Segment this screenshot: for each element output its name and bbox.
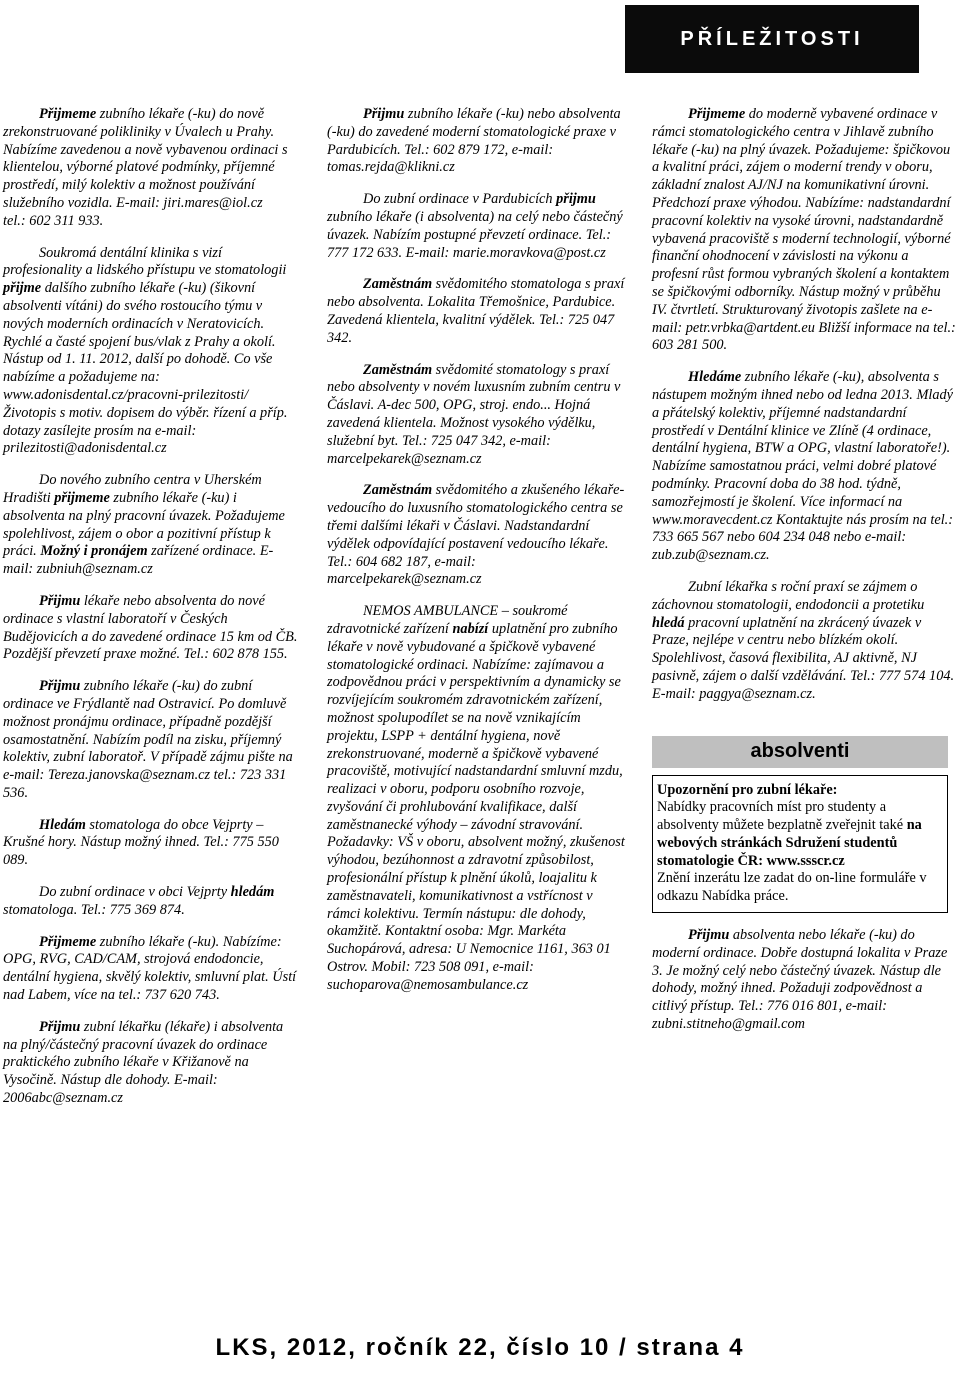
- ad-keyword: přijmeme: [54, 489, 110, 506]
- ad-text: zubního lékaře (-ku) i absolventa na plný pracovní úvazek. Požadujeme spolehlivost, zájem o obor a pozitivní přístup k práci.: [3, 489, 285, 560]
- ad-text: pracovní uplatnění na zkrácený úvazek v Praze, nejlépe v centru nebo blízkém okolí. Spolehlivost, časová flexibilita, AJ aktivně, NJ pasivně, zájem o další vzdělávání. Tel.: 777 574 104. E-mail: paggya@seznam.cz.: [652, 614, 955, 702]
- classified-ad: [327, 362, 629, 469]
- classified-ad: [3, 593, 301, 664]
- ad-text: NEMOS AMBULANCE – soukromé zdravotnické zařízení: [327, 603, 568, 637]
- notice-heading: Upozornění pro zubní lékaře:: [657, 781, 838, 798]
- ad-lead: Hledám: [39, 816, 86, 833]
- classified-ad: [3, 884, 301, 920]
- notice-text: Nabídky pracovních míst pro studenty a absolventy můžete bezplatně zveřejnit také: [657, 799, 907, 834]
- classified-ad: [327, 191, 629, 262]
- section-header: [625, 5, 919, 73]
- ad-keyword: přijme: [3, 280, 42, 297]
- classified-ad: [327, 106, 629, 177]
- ad-lead: Zaměstnám: [363, 361, 433, 378]
- ad-text: dalšího zubního lékaře (-ku) (šikovní absolventi vítáni) do svého rostoucího týmu v nových moderních ordinacích v Neratovicích. Rychlé a časté spojení bus/vlak z Prahy a okolí. Nástup od 1. 11. 2012, další po dohodě. Co vše nabízíme a požadujeme na: www.adonisdental.cz/pracovni-prilezitosti/ Životopis s motiv. dopisem do výběr. řízení a příp. dotazy zasílejte prosím na e-mail: prilezitosti@adonisdental.cz: [3, 280, 288, 457]
- ad-text: absolventa nebo lékaře (-ku) do moderní ordinace. Dobře dostupná lokalita v Praze 3. Je možný celý nebo částečný úvazek. Nástup dle dohody, možný ihned. Požaduji zodpovědnost a citlivý přístup. Tel.: 776 016 801, e-mail: zubni.stitneho@gmail.com: [652, 927, 948, 1033]
- ad-lead: Přijmu: [688, 927, 730, 944]
- ad-text: Zubní lékařka s roční praxí se zájmem o záchovnou stomatologii, endodoncii a protetiku: [652, 578, 925, 613]
- notice-link-text: na webových stránkách Sdružení studentů stomatologie ČR: www.ssscr.cz: [657, 817, 922, 869]
- ad-text: do moderně vybavené ordinace v rámci stomatologického centra v Jihlavě zubního lékaře (-ku) na plný úvazek. Požadujeme: špičkovou a kvalitní práci, zájem o moderní trendy v oboru, základní znalost AJ/NJ na komunikativní úrovni. Předchozí praxe výhodou. Nabízíme: nadstandardní pracovní kolektiv na vysoké úrovni, nadstandardně vybavená pracoviště s moderní technologií, výborné finanční ohodnocení v závislosti na výkonu a profesní růst formou vybraných školení a kontaktem se špičkovými odborníky. Nástup možný v průběhu IV. čtvrtletí. Strukturovaný životopis zašlete na e-mail: petr.vrbka@artdent.eu Bližší informace na tel.: 603 281 500.: [652, 106, 956, 354]
- ad-phone: tel.: 602 311 933.: [3, 212, 104, 229]
- column-2: [327, 106, 629, 1009]
- classified-ad: [3, 678, 301, 803]
- ad-lead: Hledáme: [688, 369, 742, 386]
- classified-ad: [327, 276, 629, 347]
- ad-keyword: Možný i pronájem: [40, 543, 148, 560]
- ad-text: stomatologa. Tel.: 775 369 874.: [3, 901, 185, 918]
- classified-ad: [652, 927, 956, 1034]
- ad-text: zubní lékařku (lékaře) i absolventa na plný/částečný pracovní úvazek do ordinace praktického zubního lékaře v Křižanově na Vysočině. Nástup dle dohody. E-mail: 2006abc@seznam.cz: [3, 1018, 284, 1107]
- ad-keyword: přijmu: [556, 191, 596, 208]
- ad-text: svědomitého a zkušeného lékaře-vedoucího do luxusního stomatologického centra se třemi dalšími lékaři v Čáslavi. Nadstandardní výdělek odpovídající postavení vedoucího lékaře. Tel.: 604 682 187, e-mail: marcelpekarek@seznam.cz: [327, 482, 625, 588]
- ad-text: svědomitého stomatologa s praxí nebo absolventa. Lokalita Třemošnice, Pardubice. Zavedená klientela, kvalitní výdělek. Tel.: 725 047 342.: [327, 276, 625, 346]
- footer-text: LKS, 2012, ročník 22, číslo 10 / strana 4: [215, 1334, 745, 1361]
- classified-ad: [3, 934, 301, 1005]
- classified-ad: [3, 106, 301, 231]
- ad-keyword: nabízí: [452, 620, 489, 637]
- ad-lead: Přijmu: [39, 592, 81, 609]
- ad-text: Do zubní ordinace v obci Vejprty: [39, 884, 231, 901]
- classified-ad: [327, 603, 629, 995]
- ad-text: zubního lékaře (-ku), absolventa s nástupem možným ihned nebo od ledna 2013. Mladý a přátelský kolektiv, příjemné nadstandardní prostředí v Dentální klinice ve Zlíně (4 ordinace, dentální hygiena, BTW a OPG, vlastní laboratoře!). Nabízíme samostatnou práci, velmi dobré platové podmínky. Pracovní doba do 38 hod. týdně, samozřejmostí je školení. Více informací na www.moravecdent.cz Kontaktujte nás prosím na tel.: 733 665 567 nebo 604 234 048 nebo e-mail: zub.zub@seznam.cz.: [652, 369, 953, 564]
- notice-text: Znění inzerátu lze zadat do on-line formuláře v odkazu Nabídka práce.: [657, 870, 927, 905]
- classified-ad: [652, 369, 956, 565]
- ad-lead: Přijmeme: [688, 106, 746, 122]
- ad-lead: Přijmu: [39, 1018, 81, 1035]
- classified-ad: [652, 106, 956, 355]
- ad-keyword: hledám: [230, 884, 275, 901]
- ad-text: zubního lékaře (i absolventa) na celý nebo částečný úvazek. Nabízím postupné převzetí ordinace. Tel.: 777 172 633. E-mail: marie.moravkova@post.cz: [327, 208, 623, 261]
- ad-lead: Přijmeme: [39, 933, 97, 950]
- ad-text: zubního lékaře (-ku) nebo absolventa (-ku) do zavedené moderní stomatologické praxe v Pardubicích. Tel.: 602 879 172, e-mail: tomas.rejda@klikni.cz: [327, 106, 621, 176]
- ad-keyword: hledá: [652, 614, 685, 631]
- ad-text: Do nového zubního centra v Uherském Hradišti: [3, 472, 262, 506]
- classified-ad: [3, 1019, 301, 1108]
- ad-lead: Přijmu: [363, 106, 405, 122]
- classified-ad: [3, 817, 301, 870]
- absolventi-section-label: [652, 736, 948, 768]
- notice-box: [652, 775, 948, 914]
- ad-text: lékaře nebo absolventa do nové ordinace s vlastní laboratoří v Českých Budějovicích a do zavedené ordinace 15 km od ČB. Pozdější převzetí praxe možné. Tel.: 602 878 155.: [3, 592, 298, 663]
- classified-ad: [327, 482, 629, 589]
- ad-lead: Přijmu: [39, 678, 81, 695]
- ad-text: svědomité stomatology s praxí nebo absolventy v novém luxusním zubním centru v Čáslavi. A-dec 500, OPG, stroj. endo... Hojná zavedená klientela. Možnost vysokého výdělku, služební byt. Tel.: 725 047 342, e-mail: marcelpekarek@seznam.cz: [327, 361, 621, 467]
- section-label-text: absolventi: [750, 739, 850, 762]
- ad-text: Soukromá dentální klinika s vizí profesionality a lidského přístupu ve stomatologii: [3, 244, 287, 279]
- ad-text: zubního lékaře (-ku). Nabízíme: OPG, RVG, CAD/CAM, strojová endodoncie, dentální hygiena, skvělý kolektiv, smluvní plat. Ústí nad Labem, více na tel.: 737 620 743.: [3, 933, 297, 1004]
- ad-lead: Zaměstnám: [363, 482, 433, 499]
- section-title: PŘÍLEŽITOSTI: [680, 27, 864, 50]
- ad-text: stomatologa do obce Vejprty – Krušné hory. Nástup možný ihned. Tel.: 775 550 089.: [3, 816, 279, 869]
- ad-text: uplatnění pro zubního lékaře v nově vybudované a špičkově vybavené stomatologické ordinaci. Nabízíme: zajímavou a zodpovědnou práci v perspektivním a dynamicky se rozvíjejícím soukromém zdravotnickém zařízení, možnost spolupodílet se na nově vznikajícím projektu, LSPP + dentální hygiena, nově zrekonstruované, moderně a špičkově vybavené pracoviště, motivující nadstandardní smluvní mzdu, realizaci v oboru, podporu osobního rozvoje, zvyšování či prohlubování kvalifikace, další zaměstnanecké výhody – závodní stravování. Požadavky: VŠ v oboru, absolvent možný, zkušenost výhodou, bezúhonnost a zdravotní způsobilost, profesionální přístup k plnění úkolů, loajalitu k zaměstnavateli, komunikativnost a vstřícnost v rámci kolektivu. Termín nástupu: dle dohody, okamžitě. Kontaktní osoba: Mgr. Markéta Suchopárová, adresa: U Nemocnice 1161, 363 01 Ostrov. Mobil: 723 508 091, e-mail: suchoparova@nemosambulance.cz: [327, 620, 625, 993]
- column-1: [3, 106, 301, 1122]
- ad-text: zařízené ordinace. E-mail: zubniuh@seznam.cz: [3, 543, 274, 578]
- ad-text: Do zubní ordinace v Pardubicích: [363, 191, 557, 208]
- column-3: [652, 106, 956, 1048]
- ad-lead: Přijmeme: [39, 106, 97, 122]
- ad-text: zubního lékaře (-ku) do nově zrekonstruované polikliniky v Úvalech u Prahy. Nabízíme zavedenou a nově vybavenou ordinaci s klientelou, výborné platové podmínky, příjemné prostředí, milý kolektiv a možnost používání služebního vozidla. E-mail: jiri.mares@iol.cz: [3, 106, 288, 211]
- page-footer: [0, 1334, 960, 1362]
- ad-text: zubního lékaře (-ku) do zubní ordinace ve Frýdlantě nad Ostravicí. Po domluvě možnost pronájmu ordinace, případně pozdější osamostatnění. Nabízím podíl na zisku, příjemný kolektiv, zubní laboratoř. V případě zájmu pište na e-mail: Tereza.janovska@seznam.cz tel.: 723 331 536.: [3, 678, 293, 801]
- classified-ad: [3, 245, 301, 459]
- classified-ad: [652, 579, 956, 704]
- ad-lead: Zaměstnám: [363, 276, 433, 293]
- classified-ad: [3, 472, 301, 579]
